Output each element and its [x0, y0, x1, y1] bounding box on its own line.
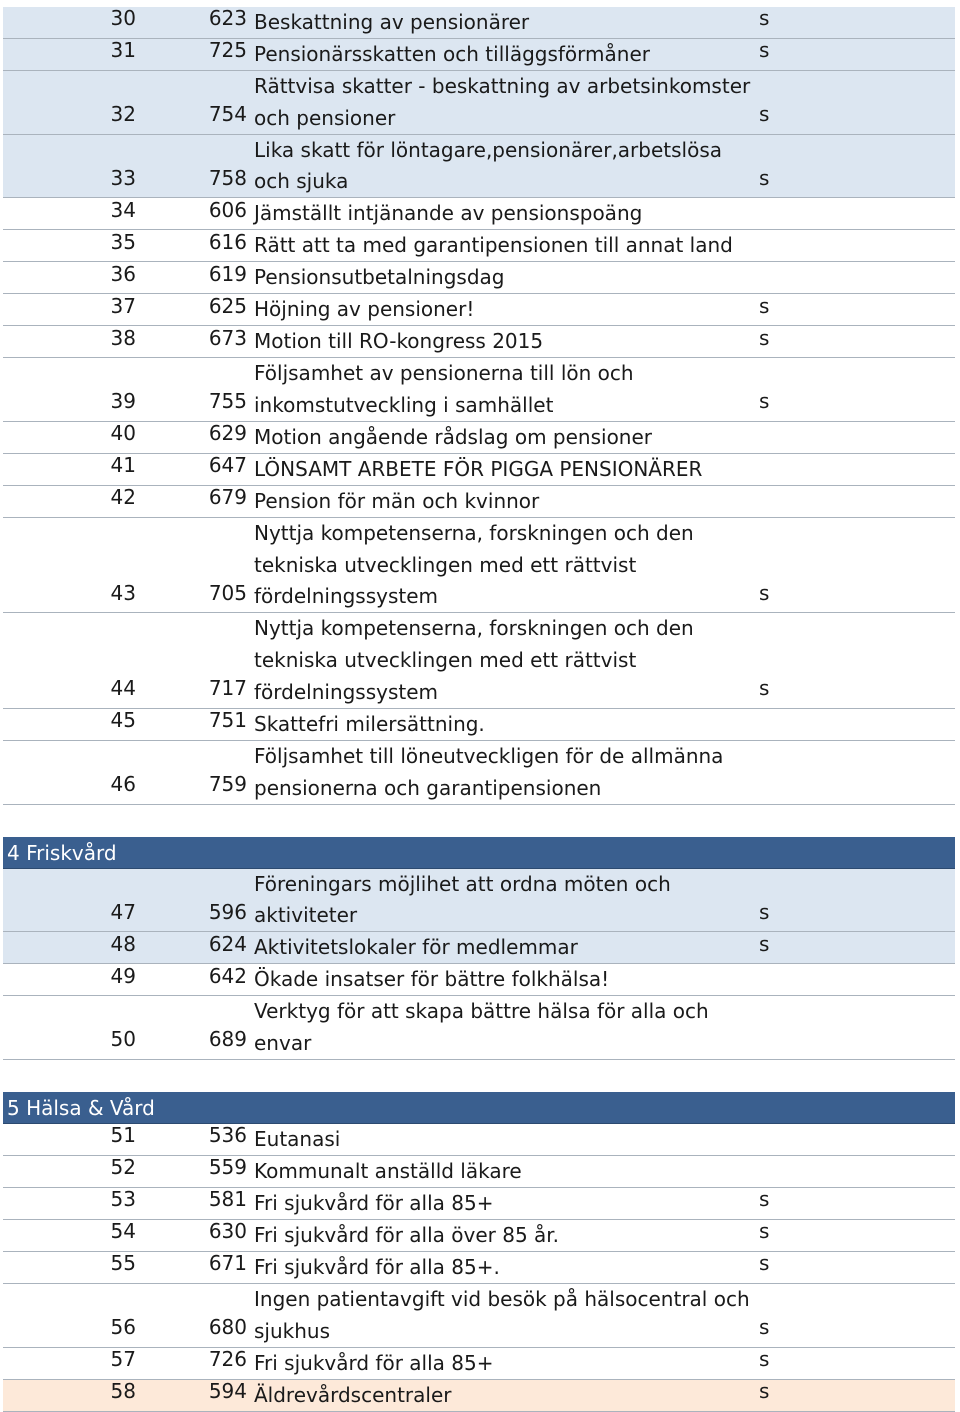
- motion-title-line: och sjuka: [254, 169, 349, 194]
- status-mark: s: [759, 1219, 770, 1244]
- table-row: [3, 262, 955, 294]
- status-mark: s: [759, 101, 770, 126]
- row-number: 56: [110, 1314, 136, 1339]
- row-number: 35: [110, 229, 136, 254]
- motion-title: [254, 1220, 754, 1252]
- status-mark: s: [759, 389, 770, 414]
- row-number: 52: [110, 1155, 136, 1180]
- motion-number: 606: [208, 197, 247, 222]
- motion-number: 625: [208, 293, 247, 318]
- table-row: [3, 1380, 955, 1412]
- motion-number: 754: [208, 101, 247, 126]
- section-header: [3, 837, 955, 869]
- table-row: [3, 1124, 955, 1156]
- motion-number: 624: [208, 931, 247, 956]
- motion-number: 680: [208, 1314, 247, 1339]
- status-mark: s: [759, 6, 770, 31]
- motion-number: 755: [208, 389, 247, 414]
- motion-title-line: Motion angående rådslag om pensioner: [254, 425, 653, 450]
- motion-number: 619: [208, 261, 247, 286]
- motion-title: [254, 358, 754, 421]
- row-number: 49: [110, 963, 136, 988]
- row-number: 42: [110, 485, 136, 510]
- motion-number: 623: [208, 6, 247, 31]
- table-row: [3, 932, 955, 964]
- motion-title-line: Fri sjukvård för alla över 85 år.: [254, 1222, 560, 1247]
- motion-title-line: tekniska utvecklingen med ett rättvist: [254, 648, 637, 673]
- motion-number: 679: [208, 485, 247, 510]
- status-mark: s: [759, 676, 770, 701]
- motion-title-line: Lika skatt för löntagare,pensionärer,arbetslösa: [254, 137, 723, 162]
- row-number: 32: [110, 101, 136, 126]
- motion-title: [254, 294, 754, 326]
- motion-number: 594: [208, 1378, 247, 1403]
- motion-number: 758: [208, 165, 247, 190]
- status-mark: s: [759, 1187, 770, 1212]
- motion-title: [254, 1284, 754, 1347]
- motion-title-line: Äldrevårdscentraler: [254, 1382, 452, 1407]
- motion-title-line: Fri sjukvård för alla 85+.: [254, 1254, 500, 1279]
- motion-number: 596: [208, 899, 247, 924]
- motion-title: [254, 996, 754, 1059]
- motion-number: 759: [208, 771, 247, 796]
- motion-number: 751: [208, 708, 247, 733]
- status-mark: s: [759, 38, 770, 63]
- motion-title: [254, 1188, 754, 1220]
- motion-number: 725: [208, 38, 247, 63]
- status-mark: s: [759, 165, 770, 190]
- motion-number: 642: [208, 963, 247, 988]
- motion-title-line: Nyttja kompetenserna, forskningen och den: [254, 616, 694, 641]
- motion-title: [254, 932, 754, 964]
- table-row: [3, 198, 955, 230]
- motion-title-line: och pensioner: [254, 105, 396, 130]
- table-row: [3, 996, 955, 1060]
- motion-title: [254, 1380, 754, 1412]
- motion-title-line: Jämställt intjänande av pensionspoäng: [254, 201, 643, 226]
- table-row: [3, 454, 955, 486]
- motion-title: [254, 964, 754, 996]
- motion-title: [254, 422, 754, 454]
- row-number: 44: [110, 676, 136, 701]
- motion-title-line: envar: [254, 1030, 312, 1055]
- motion-title-line: Rättvisa skatter - beskattning av arbetsinkomster: [254, 74, 751, 98]
- motion-title: [254, 1252, 754, 1284]
- table-row: [3, 869, 955, 933]
- row-number: 51: [110, 1123, 136, 1148]
- row-number: 54: [110, 1219, 136, 1244]
- row-number: 41: [110, 453, 136, 478]
- table-row: [3, 1188, 955, 1220]
- motion-number: 726: [208, 1346, 247, 1371]
- row-number: 31: [110, 38, 136, 63]
- motion-title-line: Beskattning av pensionärer: [254, 10, 530, 34]
- table-row: [3, 71, 955, 135]
- motion-number: 705: [208, 580, 247, 605]
- motion-number: 673: [208, 325, 247, 350]
- motion-title: [254, 741, 754, 804]
- table-row: [3, 294, 955, 326]
- motion-title-line: fördelningssystem: [254, 679, 439, 704]
- status-mark: s: [759, 580, 770, 605]
- status-mark: s: [759, 1314, 770, 1339]
- table-row: [3, 39, 955, 71]
- motion-title-line: pensionerna och garantipensionen: [254, 775, 602, 800]
- row-number: 46: [110, 771, 136, 796]
- status-mark: s: [759, 1251, 770, 1276]
- motion-title: [254, 518, 754, 613]
- table-row: [3, 1252, 955, 1284]
- motion-title-line: Eutanasi: [254, 1126, 341, 1151]
- table-row: [3, 358, 955, 422]
- motion-title-line: Ökade insatser för bättre folkhälsa!: [254, 967, 610, 992]
- motion-number: 630: [208, 1219, 247, 1244]
- motion-title-line: Kommunalt anställd läkare: [254, 1158, 522, 1183]
- table-row: [3, 964, 955, 996]
- motion-title: [254, 7, 754, 39]
- motion-number: 559: [208, 1155, 247, 1180]
- spacer-row: [3, 805, 955, 837]
- motion-title-line: aktiviteter: [254, 903, 358, 928]
- row-number: 58: [110, 1378, 136, 1403]
- table-row: [3, 1220, 955, 1252]
- motion-title: [254, 454, 754, 486]
- row-number: 50: [110, 1027, 136, 1052]
- row-number: 57: [110, 1346, 136, 1371]
- row-number: 30: [110, 6, 136, 31]
- motion-title-line: Skattefri milersättning.: [254, 711, 485, 736]
- row-number: 34: [110, 197, 136, 222]
- row-number: 47: [110, 899, 136, 924]
- row-number: 53: [110, 1187, 136, 1212]
- motion-title-line: Fri sjukvård för alla 85+: [254, 1350, 494, 1375]
- table-row: [3, 518, 955, 613]
- motion-number: 581: [208, 1187, 247, 1212]
- motion-number: 536: [208, 1123, 247, 1148]
- motion-title: [254, 869, 754, 932]
- motion-title-line: Aktivitetslokaler för medlemmar: [254, 935, 578, 960]
- table-row: [3, 422, 955, 454]
- status-mark: s: [759, 1378, 770, 1403]
- table-row: [3, 7, 955, 39]
- motion-title: [254, 39, 754, 71]
- motion-title-line: Följsamhet av pensionerna till lön och: [254, 361, 634, 386]
- table-row: [3, 135, 955, 199]
- section-label: 5 Hälsa & Vård: [7, 1095, 155, 1120]
- status-mark: s: [759, 931, 770, 956]
- motion-title-line: Pensionsutbetalningsdag: [254, 265, 505, 290]
- motion-number: 717: [208, 676, 247, 701]
- motion-title: [254, 135, 754, 198]
- table-row: [3, 1156, 955, 1188]
- motion-number: 689: [208, 1027, 247, 1052]
- motion-title-line: Motion till RO-kongress 2015: [254, 329, 544, 354]
- row-number: 36: [110, 261, 136, 286]
- motion-title-line: sjukhus: [254, 1318, 331, 1343]
- row-number: 40: [110, 421, 136, 446]
- motion-title: [254, 1156, 754, 1188]
- table-row: [3, 326, 955, 358]
- motion-title-line: Fri sjukvård för alla 85+: [254, 1190, 494, 1215]
- motion-title-line: Rätt att ta med garantipensionen till annat land: [254, 233, 733, 258]
- row-number: 39: [110, 389, 136, 414]
- motion-title: [254, 1348, 754, 1380]
- motion-title-line: Föreningars möjlihet att ordna möten och: [254, 871, 671, 896]
- motion-title: [254, 486, 754, 518]
- table-row: [3, 1348, 955, 1380]
- row-number: 48: [110, 931, 136, 956]
- motion-title-line: tekniska utvecklingen med ett rättvist: [254, 552, 637, 577]
- row-number: 43: [110, 580, 136, 605]
- motion-title-line: Nyttja kompetenserna, forskningen och den: [254, 521, 694, 546]
- motion-number: 671: [208, 1251, 247, 1276]
- row-number: 33: [110, 165, 136, 190]
- status-mark: s: [759, 293, 770, 318]
- motion-title-line: inkomstutveckling i samhället: [254, 393, 554, 418]
- motion-number: 629: [208, 421, 247, 446]
- section-header: [3, 1092, 955, 1124]
- motion-title: [254, 613, 754, 708]
- motion-title: [254, 262, 754, 294]
- motion-title-line: Pension för män och kvinnor: [254, 489, 540, 514]
- status-mark: s: [759, 899, 770, 924]
- table-row: [3, 486, 955, 518]
- motion-title-line: Pensionärsskatten och tilläggsförmåner: [254, 42, 650, 66]
- motion-title: [254, 230, 754, 262]
- motion-title-line: LÖNSAMT ARBETE FÖR PIGGA PENSIONÄRER: [254, 457, 703, 482]
- motion-title: [254, 1124, 754, 1156]
- motion-title: [254, 71, 754, 134]
- motion-title-line: Verktyg för att skapa bättre hälsa för alla och: [254, 999, 709, 1024]
- row-number: 37: [110, 293, 136, 318]
- motion-title-line: fördelningssystem: [254, 584, 439, 609]
- row-number: 55: [110, 1251, 136, 1276]
- motion-title: [254, 709, 754, 741]
- row-number: 45: [110, 708, 136, 733]
- section-label: 4 Friskvård: [7, 840, 117, 865]
- motion-title-line: Höjning av pensioner!: [254, 297, 475, 322]
- table-row: [3, 1284, 955, 1348]
- spacer-row: [3, 1060, 955, 1092]
- motion-number: 616: [208, 229, 247, 254]
- motion-title: [254, 326, 754, 358]
- row-number: 38: [110, 325, 136, 350]
- motion-title-line: Följsamhet till löneutveckligen för de allmänna: [254, 743, 724, 768]
- table-row: [3, 741, 955, 805]
- motion-title-line: Ingen patientavgift vid besök på hälsocentral och: [254, 1286, 750, 1311]
- table-row: [3, 613, 955, 708]
- table-row: [3, 709, 955, 741]
- table-row: [3, 230, 955, 262]
- motion-title: [254, 198, 754, 230]
- status-mark: s: [759, 1346, 770, 1371]
- motion-number: 647: [208, 453, 247, 478]
- status-mark: s: [759, 325, 770, 350]
